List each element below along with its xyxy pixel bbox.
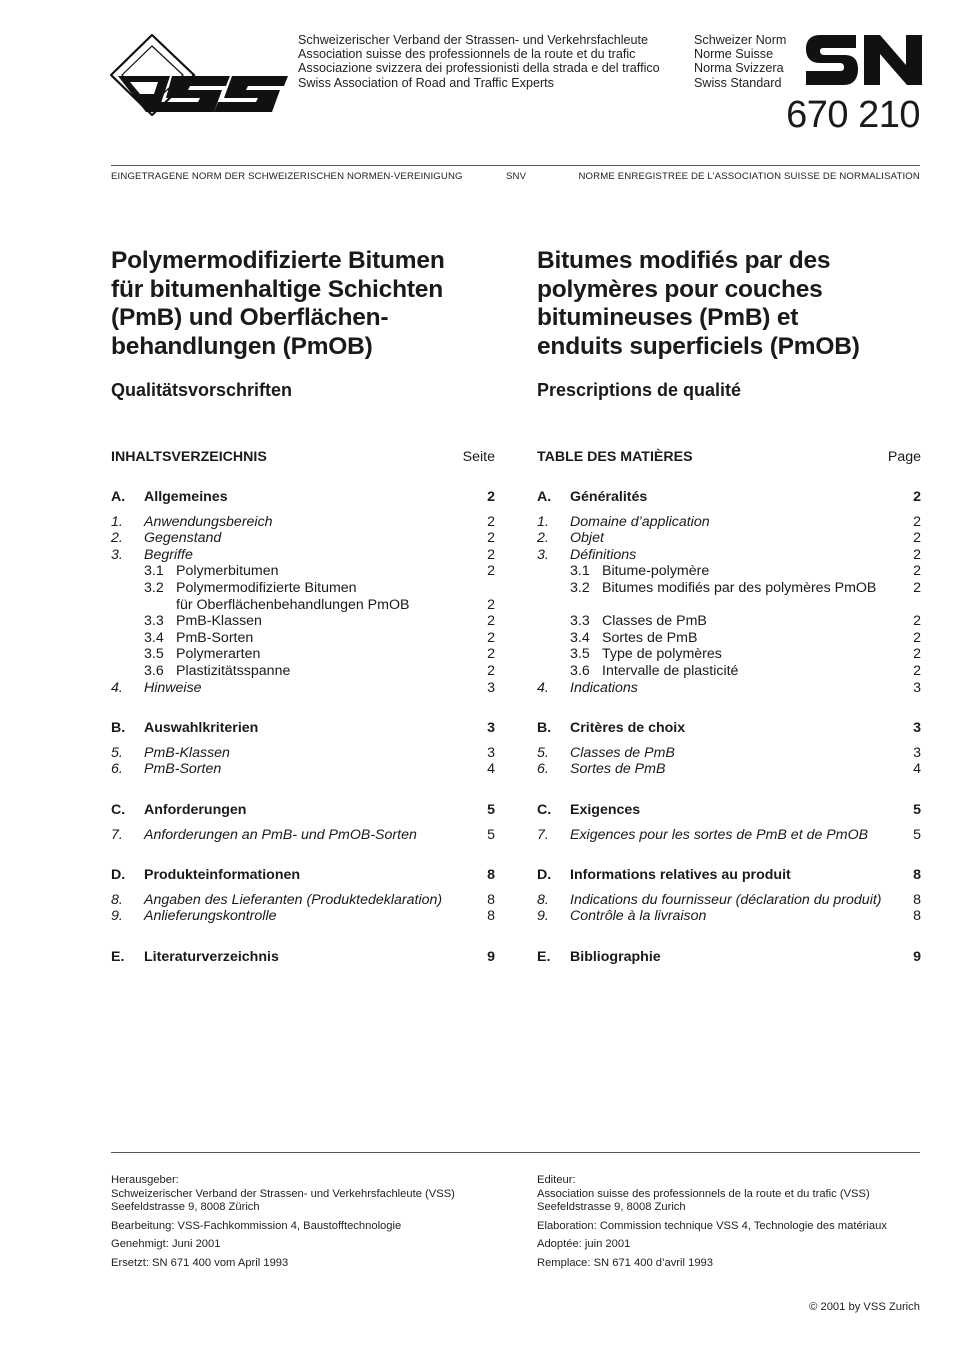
page-number: 2 xyxy=(487,662,495,679)
standard-label-it: Norma Svizzera xyxy=(694,61,784,76)
standard-labels xyxy=(694,33,786,90)
toc-de xyxy=(111,449,495,965)
toc-subitem[interactable] xyxy=(537,613,921,630)
item-number: 1. xyxy=(111,513,123,530)
page-number: 3 xyxy=(913,679,921,696)
title-line: bitumineuses (PmB) et xyxy=(537,304,799,331)
association-name-en: Swiss Association of Road and Traffic Experts xyxy=(298,75,554,90)
subitem-number: 3.3 xyxy=(570,613,590,630)
title-line: enduits superficiels (PmOB) xyxy=(537,332,860,360)
toc-item[interactable] xyxy=(537,908,921,925)
toc-subitem[interactable] xyxy=(537,663,921,680)
item-number: 7. xyxy=(537,826,549,843)
item-title: Hinweise xyxy=(144,679,202,696)
page-number: 2 xyxy=(913,563,921,580)
toc-body-fr xyxy=(537,489,921,965)
page-number: 2 xyxy=(913,662,921,679)
item-number: 8. xyxy=(111,891,123,908)
subitem-number: 3.2 xyxy=(570,579,590,596)
subitem-title: Intervalle de plasticité xyxy=(602,662,739,679)
page-number: 2 xyxy=(487,613,495,630)
section-title: Généralités xyxy=(570,489,648,505)
item-number: 7. xyxy=(111,826,123,843)
title-line: Bitumes modifiés par des xyxy=(537,247,831,274)
page-number: 9 xyxy=(913,948,921,965)
item-title: Contrôle à la livraison xyxy=(570,908,707,925)
standard-label-en: Swiss Standard xyxy=(694,75,782,90)
item-title: Domaine d’application xyxy=(570,513,710,530)
registration-snv: SNV xyxy=(506,171,527,182)
item-number: 4. xyxy=(537,679,549,696)
toc-item[interactable] xyxy=(537,680,921,697)
toc-section-e[interactable] xyxy=(537,949,921,966)
item-title: Begriffe xyxy=(144,546,193,563)
title-line: Polymermodifizierte Bitumen xyxy=(111,247,445,274)
toc-subitem[interactable] xyxy=(111,580,495,613)
toc-item[interactable] xyxy=(537,547,921,564)
standard-label-de: Schweizer Norm xyxy=(694,33,787,47)
subitem-number: 3.1 xyxy=(144,563,164,580)
page-number: 2 xyxy=(487,629,495,646)
subitem-title-line: Polymermodifizierte Bitumen xyxy=(176,579,357,596)
subtitle-block-fr xyxy=(537,380,921,401)
toc-item[interactable] xyxy=(111,745,495,762)
toc-item[interactable] xyxy=(537,827,921,844)
subitem-title: PmB-Sorten xyxy=(176,629,254,646)
publisher-name: Schweizerischer Verband der Strassen- und Verkehrsfachleute (VSS) xyxy=(111,1187,455,1200)
replaces-note: Ersetzt: SN 671 400 vom April 1993 xyxy=(111,1256,289,1269)
page-number: 2 xyxy=(487,563,495,580)
toc-header-fr xyxy=(537,449,921,465)
toc-section-c[interactable] xyxy=(537,802,921,819)
subitem-title: Type de polymères xyxy=(602,646,722,663)
toc-title-fr: TABLE DES MATIÈRES xyxy=(537,449,693,465)
subitem-number: 3.6 xyxy=(144,662,164,679)
registration-de: EINGETRAGENE NORM DER SCHWEIZERISCHEN NORMEN-VEREINIGUNG xyxy=(111,171,463,182)
item-number: 1. xyxy=(537,513,549,530)
title-line: polymères pour couches xyxy=(537,275,823,303)
item-number: 9. xyxy=(111,908,123,925)
subitem-number: 3.1 xyxy=(570,563,590,580)
toc-section-c[interactable] xyxy=(111,802,495,819)
item-number: 5. xyxy=(537,744,549,761)
section-letter: B. xyxy=(537,720,552,737)
section-title: Literaturverzeichnis xyxy=(144,948,279,965)
item-title: Gegenstand xyxy=(144,530,222,547)
item-title: Classes de PmB xyxy=(570,744,675,761)
item-title: Indications xyxy=(570,679,638,696)
section-letter: E. xyxy=(111,948,125,965)
item-title: Anforderungen an PmB- und PmOB-Sorten xyxy=(144,826,417,843)
item-number: 5. xyxy=(111,744,123,761)
section-title: Informations relatives au produit xyxy=(570,867,791,884)
section-title: Auswahlkriterien xyxy=(144,720,259,737)
approval-date: Adoptée: juin 2001 xyxy=(537,1238,631,1251)
page-number: 3 xyxy=(913,744,921,761)
section-title: Exigences xyxy=(570,801,641,818)
section-title: Critères de choix xyxy=(570,720,686,737)
subitem-title: Classes de PmB xyxy=(602,613,707,630)
page-number: 5 xyxy=(487,826,495,843)
item-number: 3. xyxy=(537,546,549,563)
page-number: 3 xyxy=(487,720,495,737)
page-number: 8 xyxy=(913,891,921,908)
page-number: 8 xyxy=(487,867,495,884)
norm-number: 670 210 xyxy=(786,94,920,136)
page-number: 4 xyxy=(487,761,495,778)
toc-item[interactable] xyxy=(111,514,495,531)
replaces-note: Remplace: SN 671 400 d’avril 1993 xyxy=(537,1256,713,1269)
editing-note: Elaboration: Commission technique VSS 4, Technologie des matériaux xyxy=(537,1219,887,1232)
section-letter: A. xyxy=(111,489,126,505)
page-number: 3 xyxy=(487,744,495,761)
subitem-number: 3.4 xyxy=(570,629,590,646)
item-number: 4. xyxy=(111,679,123,696)
toc-section-b[interactable] xyxy=(537,720,921,737)
page-number: 5 xyxy=(487,801,495,818)
association-name-it: Associazione svizzera dei professionisti della strada e del traffico xyxy=(298,61,660,76)
page-number: 2 xyxy=(913,629,921,646)
toc-page-label-fr: Page xyxy=(887,449,921,465)
page-number: 4 xyxy=(913,761,921,778)
toc-title-de: INHALTSVERZEICHNIS xyxy=(111,449,267,465)
publisher-address: Seefeldstrasse 9, 8008 Zürich xyxy=(111,1201,260,1214)
subitem-number: 3.5 xyxy=(144,646,164,663)
subtitle-block-de xyxy=(111,380,495,401)
toc-item[interactable] xyxy=(111,761,495,778)
page-number: 2 xyxy=(913,579,921,596)
toc-subitem[interactable] xyxy=(111,646,495,663)
item-number: 8. xyxy=(537,891,549,908)
association-name-de: Schweizerischer Verband der Strassen- und Verkehrsfachleute xyxy=(298,33,649,47)
subitem-title-line: für Oberflächenbehandlungen PmOB xyxy=(176,596,410,613)
toc-item[interactable] xyxy=(111,908,495,925)
registration-fr: NORME ENREGISTREE DE L’ASSOCIATION SUISSE DE NORMALISATION xyxy=(578,171,920,182)
toc-subitem[interactable] xyxy=(537,563,921,580)
item-title: Angaben des Lieferanten (Produktedeklaration) xyxy=(144,891,443,908)
toc-subitem[interactable] xyxy=(111,563,495,580)
subitem-number: 3.3 xyxy=(144,613,164,630)
registration-bar xyxy=(111,171,920,182)
toc-item[interactable] xyxy=(537,745,921,762)
toc-section-d[interactable] xyxy=(537,867,921,884)
approval-date: Genehmigt: Juni 2001 xyxy=(111,1238,221,1251)
item-number: 6. xyxy=(537,761,549,778)
page-number: 2 xyxy=(913,646,921,663)
page-number: 2 xyxy=(913,489,921,505)
item-title: Exigences pour les sortes de PmB et de PmOB xyxy=(570,826,869,843)
toc-subitem[interactable] xyxy=(537,630,921,647)
page-number: 3 xyxy=(913,720,921,737)
subitem-title: Bitumes modifiés par des polymères PmOB xyxy=(602,579,877,596)
section-letter: B. xyxy=(111,720,126,737)
document-title-de xyxy=(111,247,495,361)
page-number: 2 xyxy=(913,613,921,630)
title-line: für bitumenhaltige Schichten xyxy=(111,275,443,303)
page-number: 8 xyxy=(487,908,495,925)
item-title: Anlieferungskontrolle xyxy=(144,908,277,925)
toc-subitem[interactable] xyxy=(537,580,921,613)
toc-item[interactable] xyxy=(537,892,921,909)
toc-item[interactable] xyxy=(111,530,495,547)
page-number: 8 xyxy=(913,867,921,884)
item-number: 2. xyxy=(111,530,123,547)
page-number: 2 xyxy=(913,546,921,563)
item-title: Objet xyxy=(570,530,604,547)
item-number: 9. xyxy=(537,908,549,925)
toc-item[interactable] xyxy=(111,547,495,564)
publisher-address: Seefeldstrasse 9, 8008 Zurich xyxy=(537,1201,686,1214)
page-number: 2 xyxy=(487,596,495,613)
toc-item[interactable] xyxy=(111,827,495,844)
page-number: 5 xyxy=(913,801,921,818)
toc-item[interactable] xyxy=(537,514,921,531)
section-letter: C. xyxy=(537,801,552,818)
toc-page-label-de: Seite xyxy=(462,449,495,465)
toc-item[interactable] xyxy=(537,530,921,547)
section-title: Anforderungen xyxy=(144,801,247,818)
header-divider xyxy=(111,165,920,166)
page-number: 9 xyxy=(487,948,495,965)
item-title: PmB-Sorten xyxy=(144,761,222,778)
section-letter: C. xyxy=(111,801,126,818)
toc-section-b[interactable] xyxy=(111,720,495,737)
copyright: © 2001 by VSS Zurich xyxy=(809,1301,920,1313)
subitem-title: Sortes de PmB xyxy=(602,629,698,646)
page-number: 2 xyxy=(913,513,921,530)
item-title: Anwendungsbereich xyxy=(144,513,273,530)
section-letter: D. xyxy=(537,867,552,884)
subitem-number: 3.4 xyxy=(144,629,164,646)
section-title: Bibliographie xyxy=(570,948,661,965)
item-number: 3. xyxy=(111,546,123,563)
subitem-number: 3.6 xyxy=(570,662,590,679)
page-number: 2 xyxy=(487,530,495,547)
page-number: 2 xyxy=(487,646,495,663)
section-title: Allgemeines xyxy=(144,489,228,505)
title-line: (PmB) und Oberflächen- xyxy=(111,304,389,331)
document-title-fr xyxy=(537,247,921,361)
toc-item[interactable] xyxy=(537,761,921,778)
subitem-title: PmB-Klassen xyxy=(176,613,262,630)
subitem-title: Polymerarten xyxy=(176,646,261,663)
page-number: 3 xyxy=(487,679,495,696)
page-number: 2 xyxy=(913,530,921,547)
toc-body-de xyxy=(111,489,495,965)
imprint-fr xyxy=(537,1174,921,1276)
item-title: Sortes de PmB xyxy=(570,761,666,778)
subitem-title: Plastizitätsspanne xyxy=(176,662,291,679)
page-number: 8 xyxy=(487,891,495,908)
page-number: 2 xyxy=(487,513,495,530)
item-title: Définitions xyxy=(570,546,637,563)
title-block-de xyxy=(111,247,495,361)
document-subtitle-fr: Prescriptions de qualité xyxy=(537,380,742,400)
toc-item[interactable] xyxy=(111,892,495,909)
section-letter: A. xyxy=(537,489,552,505)
item-number: 2. xyxy=(537,530,549,547)
toc-section-a[interactable] xyxy=(111,489,495,506)
editing-note: Bearbeitung: VSS-Fachkommission 4, Baustofftechnologie xyxy=(111,1219,402,1232)
publisher-label: Herausgeber: xyxy=(111,1174,179,1186)
toc-fr xyxy=(537,449,921,965)
document-subtitle-de: Qualitätsvorschriften xyxy=(111,380,293,400)
section-title: Produkteinformationen xyxy=(144,867,301,884)
page-number: 2 xyxy=(487,489,495,505)
toc-section-d[interactable] xyxy=(111,867,495,884)
association-names xyxy=(298,33,660,90)
page-number: 5 xyxy=(913,826,921,843)
subitem-number: 3.2 xyxy=(144,579,164,596)
toc-subitem[interactable] xyxy=(111,663,495,680)
imprint-de xyxy=(111,1174,495,1276)
page-number: 2 xyxy=(487,546,495,563)
footer-divider xyxy=(111,1152,920,1153)
subitem-title: Polymerbitumen xyxy=(176,563,279,580)
page-number: 8 xyxy=(913,908,921,925)
subitem-title xyxy=(176,580,495,613)
item-title: PmB-Klassen xyxy=(144,744,230,761)
title-line: behandlungen (PmOB) xyxy=(111,332,373,360)
vss-logo xyxy=(110,34,290,116)
standard-label-fr: Norme Suisse xyxy=(694,47,774,62)
subitem-title: Bitume-polymère xyxy=(602,563,710,580)
toc-section-a[interactable] xyxy=(537,489,921,506)
publisher-name: Association suisse des professionnels de la route et du trafic (VSS) xyxy=(537,1187,870,1200)
toc-subitem[interactable] xyxy=(537,646,921,663)
association-name-fr: Association suisse des professionnels de la route et du trafic xyxy=(298,47,636,62)
toc-item[interactable] xyxy=(111,680,495,697)
sn-logo xyxy=(806,35,922,85)
section-letter: D. xyxy=(111,867,126,884)
toc-header-de xyxy=(111,449,495,465)
title-block-fr xyxy=(537,247,921,361)
subitem-number: 3.5 xyxy=(570,646,590,663)
item-title: Indications du fournisseur (déclaration du produit) xyxy=(570,891,882,908)
toc-subitem[interactable] xyxy=(111,630,495,647)
publisher-label: Editeur: xyxy=(537,1174,576,1186)
toc-section-e[interactable] xyxy=(111,949,495,966)
toc-subitem[interactable] xyxy=(111,613,495,630)
section-letter: E. xyxy=(537,948,551,965)
item-number: 6. xyxy=(111,761,123,778)
